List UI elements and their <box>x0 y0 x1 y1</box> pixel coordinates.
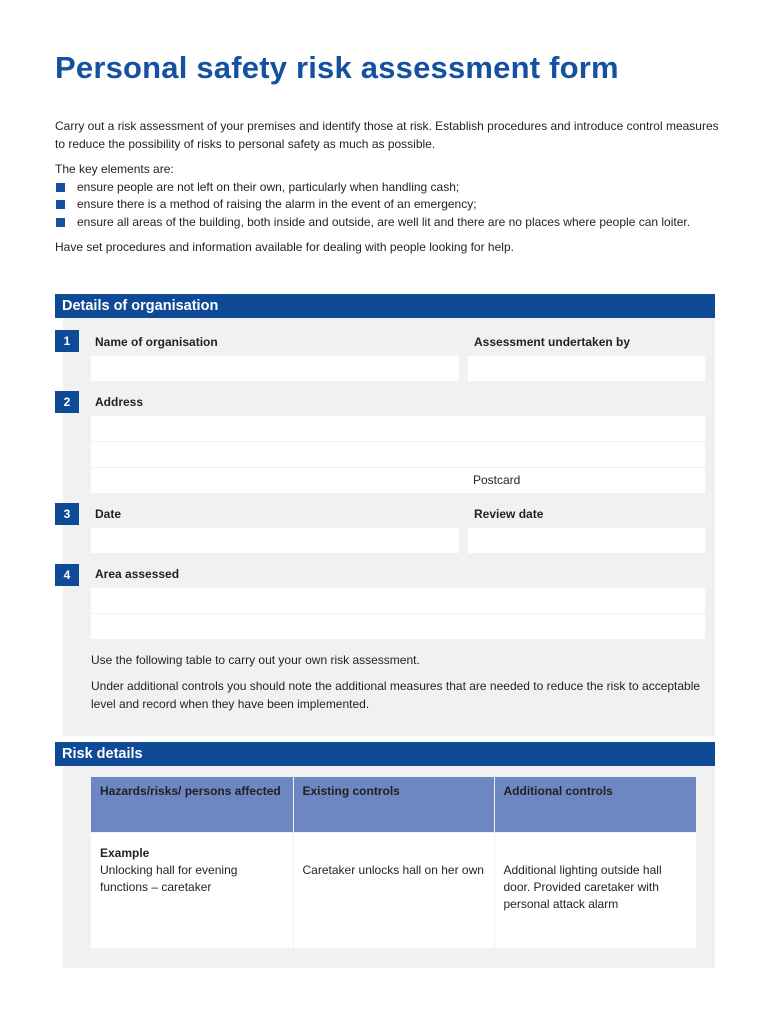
assessment-undertaken-by-label: Assessment undertaken by <box>474 335 631 349</box>
question-number-1: 1 <box>55 330 79 352</box>
additional-controls-cell[interactable] <box>494 832 696 948</box>
hazards-example-text: Unlocking hall for evening functions – caretaker <box>100 862 238 894</box>
risk-section-header: Risk details <box>55 742 715 766</box>
example-label: Example <box>100 845 150 860</box>
area-assessed-line-2-input[interactable] <box>91 614 705 639</box>
bullet-square-icon <box>56 183 65 192</box>
additional-controls-note: Under additional controls you should note the additional measures that are needed to reduce the risk to acceptable level and record when they have been implemented. <box>91 679 701 711</box>
key-elements-label: The key elements are: <box>55 162 174 176</box>
assessment-undertaken-by-input[interactable] <box>468 356 705 381</box>
name-of-organisation-label: Name of organisation <box>95 335 218 349</box>
address-line-3-input[interactable] <box>91 468 705 493</box>
procedures-paragraph: Have set procedures and information available for dealing with people looking for help. <box>55 240 514 254</box>
area-assessed-label: Area assessed <box>95 567 180 581</box>
bullet-square-icon <box>56 218 65 227</box>
question-number-4: 4 <box>55 564 79 586</box>
list-item: ensure there is a method of raising the alarm in the event of an emergency; <box>55 196 725 214</box>
review-date-label: Review date <box>474 507 544 521</box>
column-header-additional-controls: Additional controls <box>494 777 696 832</box>
postcode-label: Postcard <box>473 473 521 487</box>
existing-controls-cell[interactable] <box>293 832 494 948</box>
list-item: ensure people are not left on their own, particularly when handling cash; <box>55 179 725 197</box>
area-assessed-line-1-input[interactable] <box>91 588 705 613</box>
list-item: ensure all areas of the building, both inside and outside, are well lit and there are no places where people can loiter. <box>55 214 725 232</box>
name-of-organisation-input[interactable] <box>91 356 459 381</box>
address-label: Address <box>95 395 144 409</box>
existing-controls-example-text: Caretaker unlocks hall on her own <box>302 862 484 877</box>
table-row <box>91 832 696 948</box>
column-header-hazards: Hazards/risks/ persons affected <box>91 777 293 832</box>
review-date-input[interactable] <box>468 528 705 553</box>
details-section-header: Details of organisation <box>55 294 715 318</box>
risk-table <box>91 777 696 948</box>
address-line-2-input[interactable] <box>91 442 705 467</box>
question-number-3: 3 <box>55 503 79 525</box>
additional-controls-example-text: Additional lighting outside hall door. Provided caretaker with personal attack alarm <box>503 862 662 911</box>
date-input[interactable] <box>91 528 459 553</box>
address-line-1-input[interactable] <box>91 416 705 441</box>
table-instruction: Use the following table to carry out your own risk assessment. <box>91 653 420 667</box>
hazards-cell[interactable] <box>91 832 293 948</box>
key-elements-list <box>55 179 725 232</box>
intro-text <box>55 118 725 257</box>
date-label: Date <box>95 507 122 521</box>
intro-paragraph: Carry out a risk assessment of your premises and identify those at risk. Establish procedures and introduce control measures to reduce the possibility of risks to personal safety as much as possible. <box>55 119 719 151</box>
table-header-row <box>91 777 696 832</box>
bullet-square-icon <box>56 200 65 209</box>
column-header-existing-controls: Existing controls <box>293 777 494 832</box>
page-title: Personal safety risk assessment form <box>55 50 619 85</box>
question-number-2: 2 <box>55 391 79 413</box>
